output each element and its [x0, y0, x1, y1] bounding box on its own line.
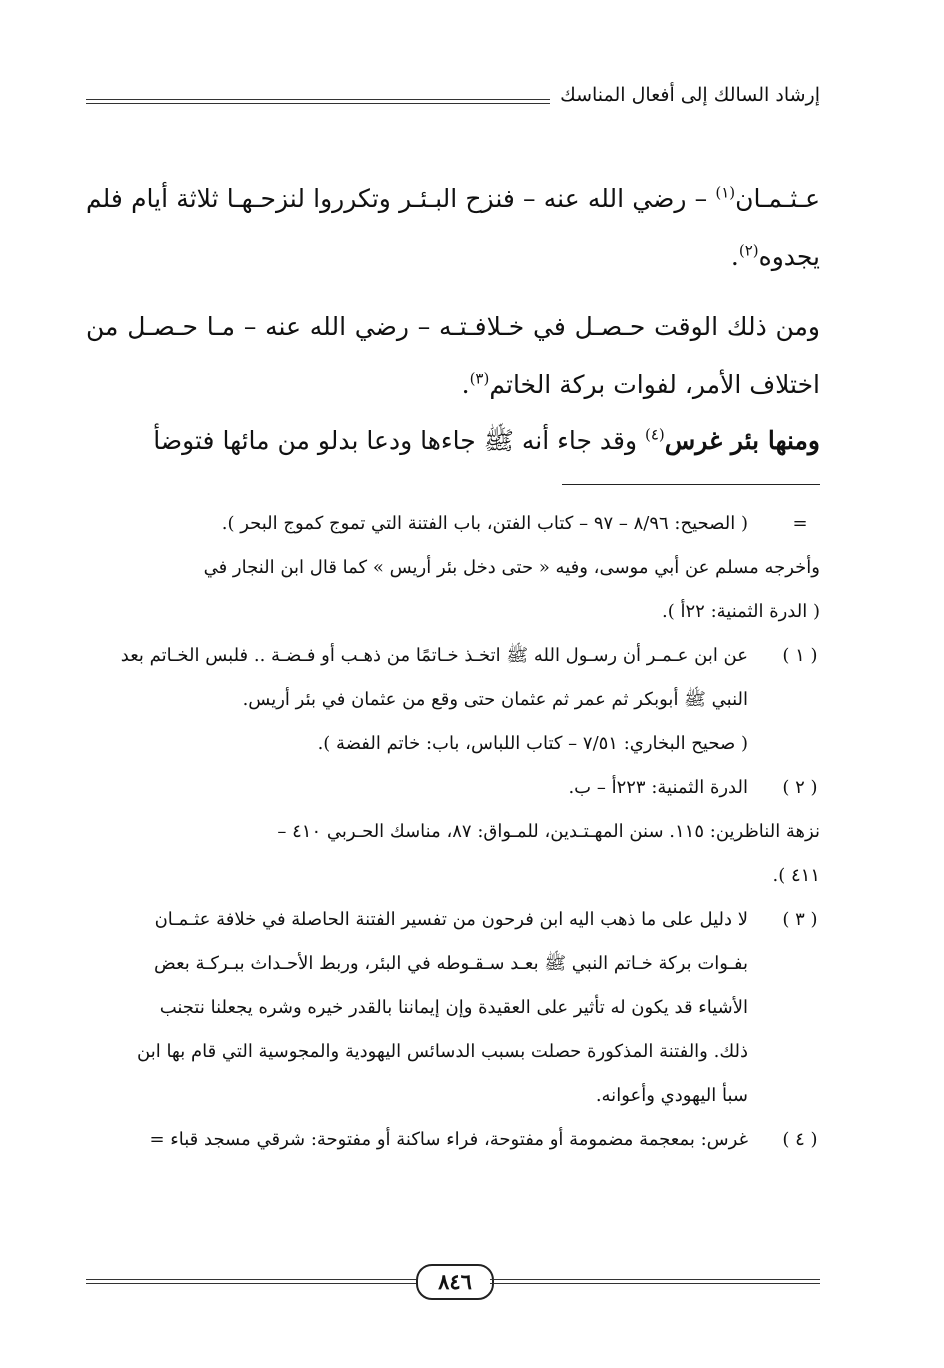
footnote-1-line-3: ( صحيح البخاري: ٧/٥١ – كتاب اللباس، باب: خاتم الفضة ).	[317, 733, 748, 754]
footnote-3-line-5: سبأ اليهودي وأعوانه.	[595, 1085, 748, 1106]
footnote-4-number: ( ٤ )	[782, 1129, 818, 1150]
footnote-1-line-2: النبي ﷺ أبوبكر ثم عمر ثم عثمان حتى وقع من عثمان في بئر أريس.	[242, 689, 748, 710]
footnote-cont-line-1: ( الصحيح: ٨/٩٦ – ٩٧ – كتاب الفتن، باب الفتنة التي تموج كموج البحر ).	[221, 513, 748, 534]
footnote-separator	[562, 484, 820, 485]
footnote-2-line-3: ٤١١ ).	[772, 865, 820, 886]
footnotes	[86, 502, 820, 1162]
p1-text-b: – رضي الله عنه – فنزح البـئـر وتكرروا لنزحـهـا ثلاثة أيام فلم يجدوه	[86, 184, 820, 271]
p1-text-c: .	[730, 242, 739, 271]
footnote-ref-4: (٤)	[644, 425, 665, 444]
header-rule	[86, 99, 558, 104]
footnote-3-line-3: الأشياء قد يكون له تأثير على العقيدة وإن إيماننا بالقدر خيره وشره يجعلنا نتجنب	[159, 997, 748, 1018]
p3-heading: ومنها بئر غرس	[664, 426, 820, 455]
paragraph-2	[86, 298, 820, 414]
footnote-4-line-1: غرس: بمعجمة مضمومة أو مفتوحة، فراء ساكنة أو مفتوحة: شرقي مسجد قباء =	[149, 1129, 748, 1150]
p3-text: وقد جاء أنه ﷺ جاءها ودعا بدلو من مائها فتوضأ	[153, 426, 645, 455]
p2-text-a: ومن ذلك الوقت حـصـل في خـلافـتـه – رضي الله عنه – مـا حـصـل من اختلاف الأمر، لفوات بركة الخاتم	[86, 312, 820, 399]
footnote-2-line-2: نزهة الناظرين: ١١٥. سنن المهـتـدين، للمـواق: ٨٧، مناسك الحـربي ٤١٠ –	[277, 821, 820, 842]
footer-rule-right	[490, 1279, 820, 1284]
footnote-1-number: ( ١ )	[782, 645, 818, 666]
footnote-3	[86, 898, 820, 1118]
footnote-cont-line-2: وأخرجه مسلم عن أبي موسى، وفيه « حتى دخل بئر أريس » كما قال ابن النجار في	[203, 557, 820, 578]
footnote-4	[86, 1118, 820, 1162]
page-number: ٨٤٦	[416, 1264, 494, 1300]
footer-rule-left	[86, 1279, 416, 1284]
continuation-mark: =	[792, 513, 808, 534]
footnote-continuation	[86, 502, 820, 634]
footnote-1	[86, 634, 820, 766]
p2-text-c: .	[461, 370, 470, 399]
footnote-2-number: ( ٢ )	[782, 777, 818, 798]
paragraph-1	[86, 170, 820, 286]
footnote-2	[86, 766, 820, 898]
page-footer	[86, 1264, 820, 1304]
footnote-3-number: ( ٣ )	[782, 909, 818, 930]
paragraph-3	[86, 412, 820, 470]
footnote-ref-2: (٢)	[738, 241, 759, 260]
footnote-3-line-4: ذلك. والفتنة المذكورة حصلت بسبب الدسائس اليهودية والمجوسية التي قام بها ابن	[137, 1041, 748, 1062]
footnote-cont-line-3: ( الدرة الثمنية: ٢٢أ ).	[662, 601, 820, 622]
footnote-3-line-1: لا دليل على ما ذهب اليه ابن فرحون من تفسير الفتنة الحاصلة في خلافة عثـمـان	[154, 909, 748, 930]
running-title: إرشاد السالك إلى أفعال المناسك	[550, 84, 820, 106]
footnote-ref-3: (٣)	[469, 369, 490, 388]
p1-text-a: عـثـمـان	[735, 184, 820, 213]
footnote-1-line-1: عن ابن عـمـر أن رسـول الله ﷺ اتخـذ خـاتمًا من ذهـب أو فـضـة .. فلبس الخـاتم بعد	[120, 645, 748, 666]
footnote-3-line-2: بفـوات بركة خـاتم النبي ﷺ بعـد سـقـوطه في البئر، وربط الأحـداث ببـركـة بعض	[154, 953, 748, 974]
running-header	[86, 84, 820, 124]
footnote-2-line-1: الدرة الثمنية: ٢٢٣أ – ب.	[568, 777, 748, 798]
footnote-ref-1: (١)	[715, 183, 736, 202]
